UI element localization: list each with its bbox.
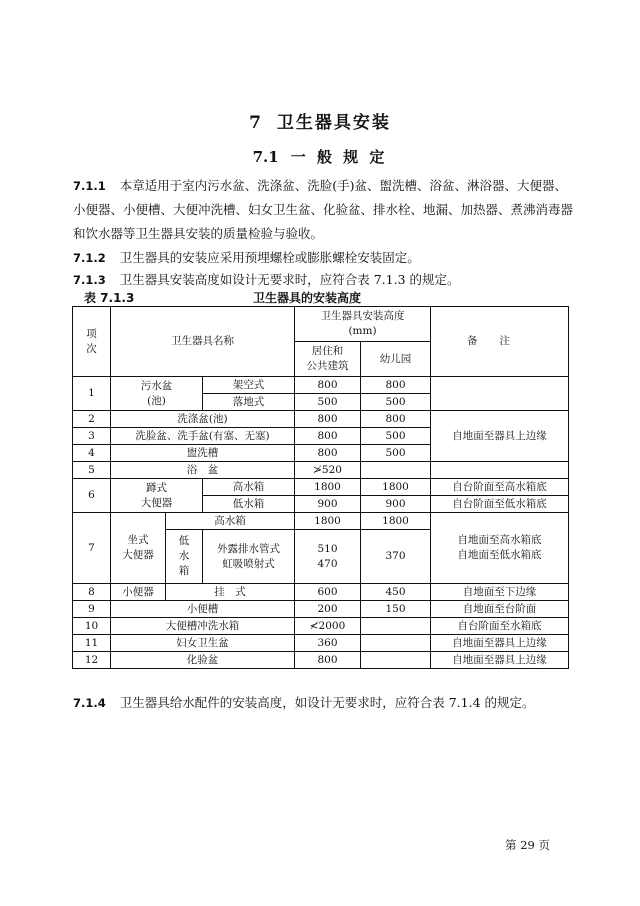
cell-kindergarten: 800 <box>361 411 431 428</box>
cell-residential: 800 <box>295 652 361 669</box>
section-number: 7.1 <box>252 148 279 166</box>
cell-name: 小便器 <box>111 584 166 601</box>
clause-number: 7.1.3 <box>73 273 106 287</box>
cell-residential: ≯520 <box>295 462 361 479</box>
table-row <box>73 584 569 601</box>
cell-remark: 自台阶面至高水箱底 <box>431 479 569 496</box>
paragraph-text: 卫生器具的安装应采用预埋螺栓或膨胀螺栓安装固定。 <box>119 250 420 265</box>
cell-kindergarten: 500 <box>361 394 431 411</box>
header-item-no: 项 次 <box>73 307 111 377</box>
cell-no: 12 <box>73 652 111 669</box>
cell-kindergarten: 900 <box>361 496 431 513</box>
section-title-text: 一 般 规 定 <box>290 148 388 166</box>
cell-no: 3 <box>73 428 111 445</box>
paragraph-7-1-1 <box>73 174 573 246</box>
cell-sub: 高水箱 <box>166 513 295 530</box>
cell-sub: 落地式 <box>203 394 295 411</box>
cell-kindergarten: 450 <box>361 584 431 601</box>
table-header-row <box>73 307 569 342</box>
cell-remark: 自台阶面至水箱底 <box>431 618 569 635</box>
paragraph-text: 卫生器具给水配件的安装高度，如设计无要求时，应符合表 7.1.4 的规定。 <box>119 695 535 710</box>
header-height-unit: (mm) <box>348 325 377 337</box>
table-caption-number: 表 7.1.3 <box>84 291 135 305</box>
cell-residential: ≮2000 <box>295 618 361 635</box>
cell-remark: 自地面至器具上边缘 <box>431 411 569 462</box>
header-name: 卫生器具名称 <box>111 307 295 377</box>
cell-kindergarten <box>361 462 431 479</box>
cell-kindergarten: 800 <box>361 377 431 394</box>
cell-kindergarten: 150 <box>361 601 431 618</box>
cell-no: 9 <box>73 601 111 618</box>
table-row <box>73 462 569 479</box>
cell-residential: 1800 <box>295 479 361 496</box>
header-height <box>295 307 431 342</box>
cell-kindergarten <box>361 618 431 635</box>
table-row <box>73 479 569 496</box>
paragraph-text: 卫生器具安装高度如设计无要求时，应符合表 7.1.3 的规定。 <box>119 272 460 287</box>
chapter-title-text: 卫生器具安装 <box>276 113 391 133</box>
table-row <box>73 513 569 530</box>
cell-remark <box>431 377 569 411</box>
clause-number: 7.1.1 <box>73 179 106 193</box>
cell-sub: 外露排水管式 虹吸喷射式 <box>203 530 295 584</box>
cell-name: 坐式 大便器 <box>111 513 166 584</box>
paragraph-text: 本章适用于室内污水盆、洗涤盆、洗脸(手)盆、盥洗槽、浴盆、淋浴器、大便器、小便器、小便槽、大便冲洗槽、妇女卫生盆、化验盆、排水栓、地漏、加热器、煮沸消毒器和饮水器等卫生器具安装的质量检验与验收。 <box>73 178 574 241</box>
table-caption-title: 卫生器具的安装高度 <box>253 291 362 305</box>
clause-number: 7.1.2 <box>73 251 106 265</box>
table-row <box>73 601 569 618</box>
cell-no: 4 <box>73 445 111 462</box>
cell-name: 大便槽冲洗水箱 <box>111 618 295 635</box>
cell-remark: 自地面至器具上边缘 <box>431 652 569 669</box>
table-row <box>73 411 569 428</box>
installation-height-table <box>72 306 569 669</box>
cell-name: 污水盆 (池) <box>111 377 203 411</box>
cell-name: 小便槽 <box>111 601 295 618</box>
cell-residential: 510 470 <box>295 530 361 584</box>
cell-name: 蹲式 大便器 <box>111 479 203 513</box>
cell-kindergarten <box>361 635 431 652</box>
cell-residential: 600 <box>295 584 361 601</box>
cell-kindergarten: 1800 <box>361 513 431 530</box>
cell-residential: 200 <box>295 601 361 618</box>
cell-name: 化验盆 <box>111 652 295 669</box>
cell-residential: 360 <box>295 635 361 652</box>
cell-sub: 低水箱 <box>203 496 295 513</box>
cell-kindergarten: 1800 <box>361 479 431 496</box>
cell-residential: 900 <box>295 496 361 513</box>
page-number: 第 29 页 <box>505 838 550 852</box>
cell-name: 洗脸盆、洗手盆(有塞、无塞) <box>111 428 295 445</box>
cell-sub: 高水箱 <box>203 479 295 496</box>
cell-name: 盥洗槽 <box>111 445 295 462</box>
cell-no: 6 <box>73 479 111 513</box>
cell-no: 5 <box>73 462 111 479</box>
table-row <box>73 377 569 394</box>
chapter-title <box>0 108 640 133</box>
table-row <box>73 652 569 669</box>
cell-remark: 自台阶面至低水箱底 <box>431 496 569 513</box>
cell-kindergarten: 500 <box>361 445 431 462</box>
cell-remark: 自地面至器具上边缘 <box>431 635 569 652</box>
cell-residential: 800 <box>295 411 361 428</box>
header-remark <box>431 307 569 377</box>
cell-residential: 1800 <box>295 513 361 530</box>
cell-no: 7 <box>73 513 111 584</box>
cell-remark: 自地面至下边缘 <box>431 584 569 601</box>
cell-kindergarten <box>361 652 431 669</box>
table-row <box>73 635 569 652</box>
paragraph-7-1-2 <box>73 246 573 270</box>
chapter-number: 7 <box>249 113 263 133</box>
section-title <box>0 146 640 167</box>
cell-no: 8 <box>73 584 111 601</box>
cell-no: 10 <box>73 618 111 635</box>
cell-sub: 架空式 <box>203 377 295 394</box>
clause-number: 7.1.4 <box>73 696 106 710</box>
cell-residential: 800 <box>295 445 361 462</box>
cell-no: 11 <box>73 635 111 652</box>
cell-remark: 自地面至高水箱底 自地面至低水箱底 <box>431 513 569 584</box>
cell-remark: 自地面至台阶面 <box>431 601 569 618</box>
cell-sub: 挂 式 <box>166 584 295 601</box>
cell-name: 洗涤盆(池) <box>111 411 295 428</box>
cell-residential: 800 <box>295 377 361 394</box>
cell-kindergarten: 370 <box>361 530 431 584</box>
cell-residential: 500 <box>295 394 361 411</box>
cell-no: 1 <box>73 377 111 411</box>
cell-kindergarten: 500 <box>361 428 431 445</box>
header-height-label: 卫生器具安装高度 <box>320 310 405 322</box>
cell-name: 妇女卫生盆 <box>111 635 295 652</box>
cell-remark <box>431 462 569 479</box>
paragraph-7-1-4 <box>73 691 573 715</box>
cell-no: 2 <box>73 411 111 428</box>
header-kindergarten: 幼儿园 <box>361 342 431 377</box>
table-row <box>73 618 569 635</box>
cell-sub-label: 低 水 箱 <box>166 530 203 584</box>
cell-name: 浴 盆 <box>111 462 295 479</box>
cell-residential: 800 <box>295 428 361 445</box>
header-remark-text: 备注 <box>467 335 533 347</box>
header-residential: 居住和 公共建筑 <box>295 342 361 377</box>
